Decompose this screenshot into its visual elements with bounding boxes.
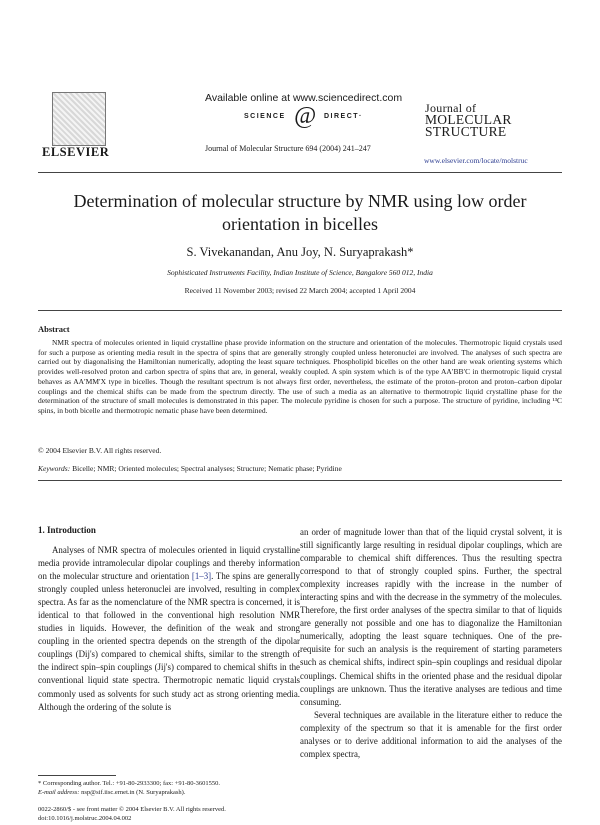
section-heading-introduction: 1. Introduction [38,525,96,535]
abstract-bottom-divider [38,480,562,481]
intro-paragraph-1 [38,544,300,714]
elsevier-tree-icon [52,92,106,146]
journal-citation: Journal of Molecular Structure 694 (2004) 241–247 [205,144,371,153]
journal-logo-line3: STRUCTURE [425,124,507,139]
header-divider [38,172,562,173]
sd-at-icon: @ [294,103,317,129]
reference-link-1-3[interactable]: [1–3] [191,571,212,582]
journal-logo-line1: Journal of [425,101,477,115]
abstract-paragraph: NMR spectra of molecules oriented in liquid crystalline phase provide information on the structure and orientation of the molecules. Thermotropic liquid crystals used for such a purpose as orienting media result in the spectra of spins that are generally strongly coupled unless heteronuclei are involved. The analyses of such spectra are carried out by diagonalising the Hamiltonian numerically, adopting the least square techniques. Phospholipid bicelles on the other hand are weak orienting systems which provides well-resolved proton and carbon spectra of spins that are, in general, weakly coupled. A spin system which is of the type AA′BB′C in thermotropic liquid crystal behaves as AA′MM′X type in bicelles. Though the resultant spectrum is not always first order, nevertheless, the estimate of the proton–proton and proton–carbon dipolar couplings and the chemical shifts can be made from the spectrum directly. The use of such a media as an alternative to thermotropic liquid crystalline phase for the determination of the structure of small molecules is demonstrated in this paper. The molecule pyridine is chosen for such a purpose. The structure of pyridine, including ¹³C spins, in both bicelle and thermotropic nematic phase have been determined. [38,338,562,415]
intro-p1-text-a: Analyses of NMR spectra of molecules oriented in liquid crystalline media provide intramolecular dipolar couplings and thereby information on the molecular structure and orientation [38,545,300,582]
doi-line[interactable]: doi:10.1016/j.molstruc.2004.04.002 [38,815,132,822]
sciencedirect-logo [244,105,374,131]
footnote-email-line [38,789,300,798]
footnote-contact: * Corresponding author. Tel.: +91-80-2933300; fax: +91-80-3601550. [38,780,221,787]
article-affiliation: Sophisticated Instruments Facility, Indian Institute of Science, Bangalore 560 012, India [167,268,433,277]
article-dates: Received 11 November 2003; revised 22 March 2004; accepted 1 April 2004 [184,286,416,295]
journal-logo [425,102,535,138]
sd-left-text: SCIENCE [244,113,286,120]
footnote-divider [38,775,116,776]
intro-paragraph-1-cont: an order of magnitude lower than that of the liquid crystal solvent, it is still significantly large resulting in residual dipolar couplings, which are comparable to chemical shift differences. Thus the resulting spectra correspond to that of strongly coupled spins. Further, the spectral complexity increases rapidly with the increase in the number of interacting spins and with the decrease in the symmetry of the molecules. Therefore, the first order analyses of the spectra similar to that of liquids are generally not possible and one has to diagonalize the Hamiltonian numerically, adopting the least square techniques. One of the pre-requisite for such an analysis is the requirement of starting parameters such as chemical shifts, indirect spin–spin couplings and residual dipolar couplings. Chemical shifts in the oriented phase and the residual dipolar couplings are unknown. Thus the iterative analyses are tedious and time consuming. [300,527,562,707]
email-address[interactable]: nsp@sif.iisc.ernet.in (N. Suryaprakash). [79,788,186,796]
elsevier-logo [38,92,118,162]
keywords-line [38,464,342,473]
abstract-top-divider [38,310,562,311]
intro-p1-text-b: . The spins are generally strongly coupled unless heteronuclei are involved, resulting in complex spectra. As far as the nomenclature of the NMR spectra is concerned, it is identical to that followed in the conventional high resolution NMR studies in liquids. However, the definition of the weak and strong coupling in the oriented spectra depends on the strength of the dipolar couplings (Dij's) compared to chemical shifts, similar to the strength of the indirect spin–spin couplings (Jij's) compared to chemical shifts in the conventional liquid state spectra. Thermotropic nematic liquid crystals commonly used as solvents for such study act as strong orienting media. Although the ordering of the solute is [38,571,300,712]
abstract-body [38,338,562,416]
journal-url-link[interactable]: www.elsevier.com/locate/molstruc [424,156,528,165]
journal-logo-line2: MOLECULAR [425,112,512,127]
left-column [38,544,300,714]
issn-doi-block [38,805,300,823]
intro-paragraph-2: Several techniques are available in the literature either to reduce the complexity of the spectrum so that it is amenable for the first order analyses or to derive additional information to aid the analyses of the complex spectra, [300,709,562,759]
issn-line: 0022-2860/$ - see front matter © 2004 Elsevier B.V. All rights reserved. [38,806,226,813]
keywords-list: Bicelle; NMR; Oriented molecules; Spectral analyses; Structure; Nematic phase; Pyridine [70,464,342,473]
abstract-heading: Abstract [38,324,70,334]
email-label: E-mail address: [38,788,80,796]
copyright-notice: © 2004 Elsevier B.V. All rights reserved. [38,446,162,455]
title-line2: orientation in bicelles [222,214,378,234]
keywords-label: Keywords: [38,464,71,473]
article-authors: S. Vivekanandan, Anu Joy, N. Suryaprakash* [186,245,414,259]
title-line1: Determination of molecular structure by NMR using low order [73,191,527,211]
corresponding-author-footnote [38,780,300,797]
sd-right-text: DIRECT· [324,113,363,120]
available-online-banner: Available online at www.sciencedirect.com [205,92,403,104]
publisher-name: ELSEVIER [42,145,110,159]
right-column [300,526,562,761]
article-title [60,190,540,236]
